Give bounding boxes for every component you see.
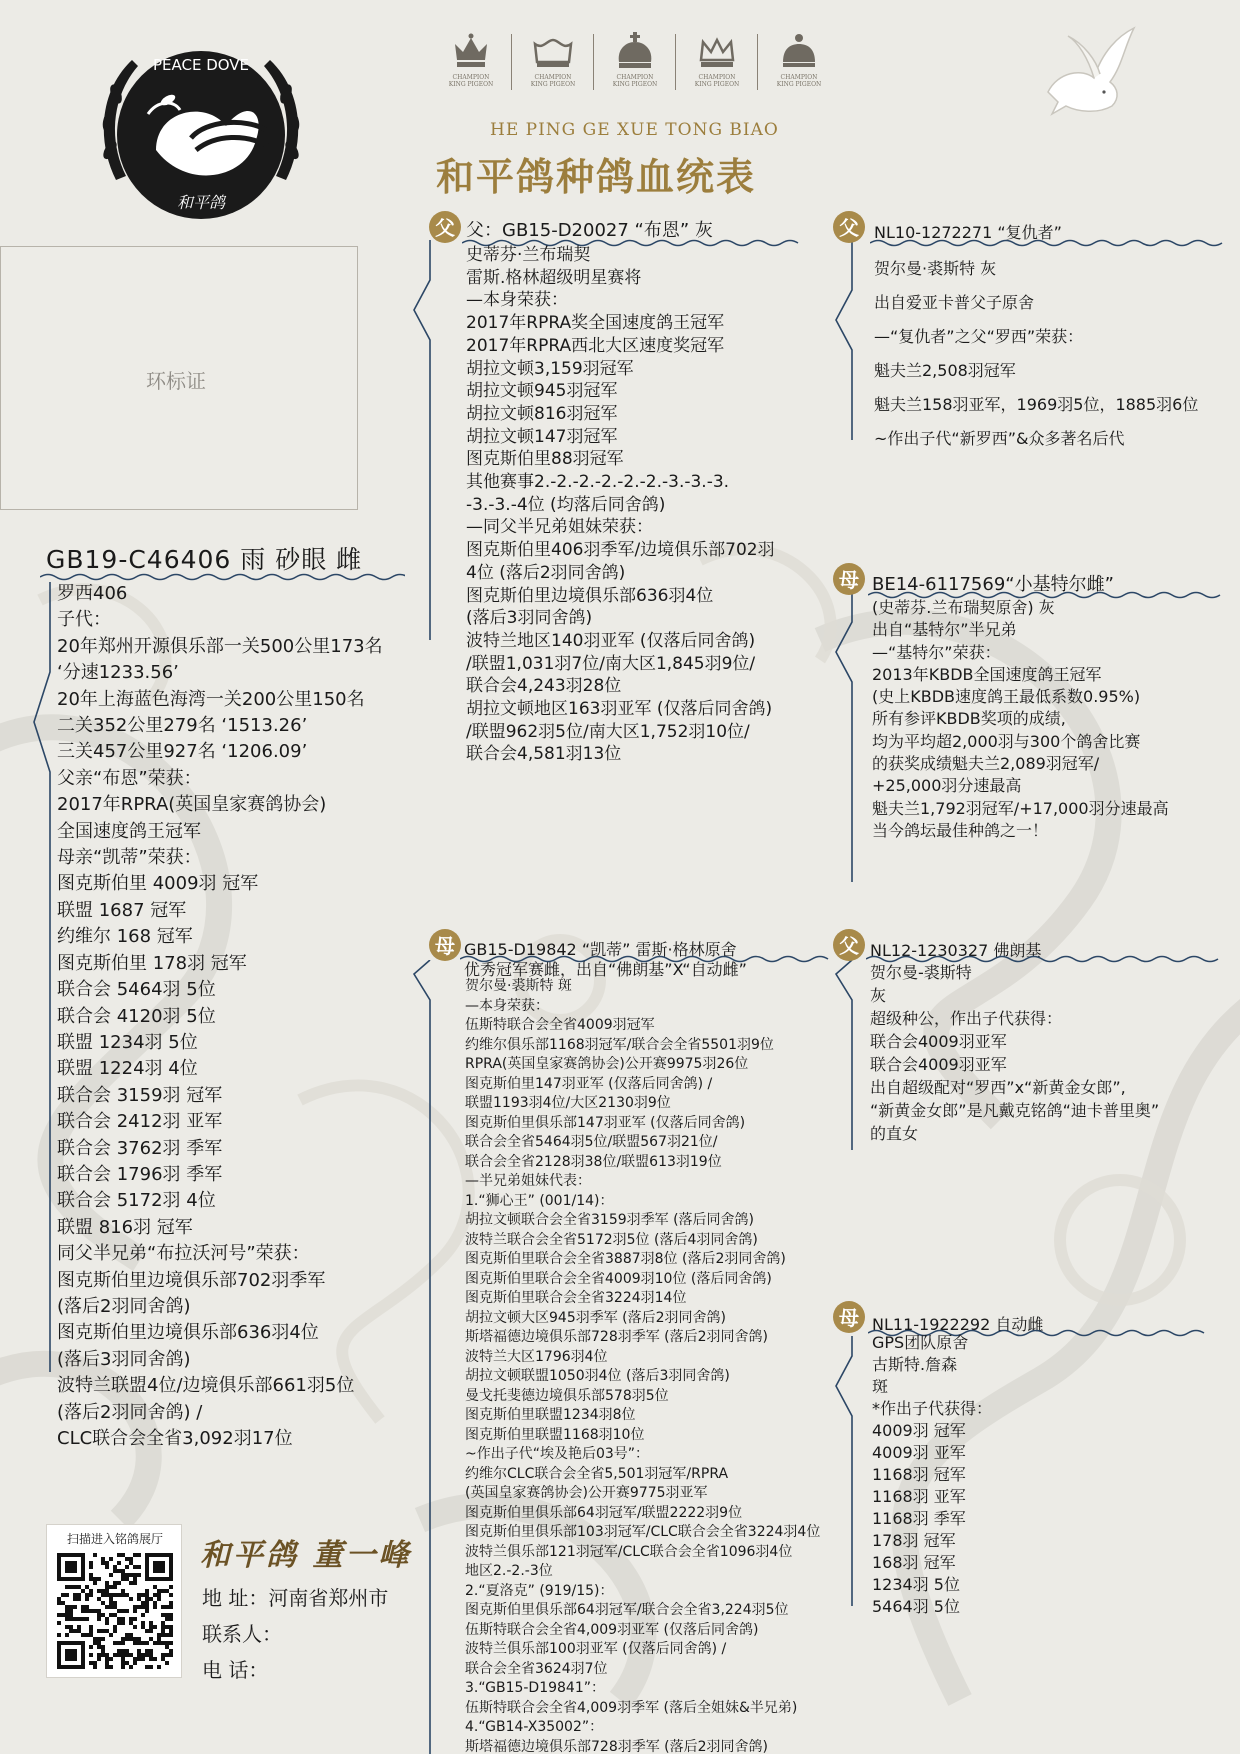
detail-line: 父亲“布恩”荣获： [57, 767, 202, 789]
detail-line: 斑 [872, 1377, 889, 1396]
detail-line: 约维尔俱乐部1168羽冠军/联合会全省5501羽9位 [465, 1036, 774, 1053]
detail-line: 约维尔 168 冠军 [57, 926, 193, 948]
detail-line: ~作出子代“埃及艳后03号”： [465, 1446, 650, 1462]
title-pinyin: HE PING GE XUE TONG BIAO [490, 120, 779, 140]
champion-crowns [430, 28, 840, 98]
detail-line: (落后3羽同舍鸽) [466, 608, 593, 629]
detail-line: 其他赛事2.-2.-2.-2.-2.-2.-3.-3.-3. [466, 472, 730, 493]
dam-dam-title: NL11-1922292 自动雌 [872, 1315, 1044, 1334]
detail-line: 1168羽 季军 [872, 1509, 966, 1528]
detail-line: 的直女 [870, 1124, 919, 1143]
detail-line: 图克斯伯里联合会全省3224羽14位 [465, 1290, 687, 1306]
qr-caption: 扫描进入铭鸽展厅 [66, 1532, 163, 1546]
detail-line: 联合会4009羽亚军 [870, 1055, 1007, 1074]
detail-line: 胡拉文顿联合会全省3159羽季军 (落后同舍鸽) [465, 1212, 755, 1228]
mother-badge: 母 [428, 928, 462, 962]
detail-line: 子代： [57, 609, 111, 631]
detail-line: —“基特尔”荣获： [872, 642, 1001, 662]
logo-top-text: PEACE DOVE [152, 56, 250, 74]
detail-line: 灰 [870, 986, 887, 1005]
detail-line: 图克斯伯里边境俱乐部702羽季军 [57, 1269, 326, 1291]
sire-dam-title: BE14-6117569“小基特尔雌” [872, 574, 1114, 595]
detail-line: 当今鸽坛最佳种鸽之一！ [872, 820, 1049, 840]
detail-line: RPRA(英国皇家赛鸽协会)公开赛9975羽26位 [465, 1056, 749, 1072]
detail-line: —同父半兄弟姐妹荣获： [466, 517, 653, 538]
detail-line: 胡拉文顿3,159羽冠军 [466, 358, 634, 379]
father-badge: 父 [428, 210, 462, 244]
detail-line: 联合会 3762羽 季军 [57, 1137, 223, 1159]
detail-line: 图克斯伯里俱乐部103羽冠军/CLC联合会全省3224羽4位 [465, 1524, 821, 1540]
detail-line: 波特兰联盟4位/边境俱乐部661羽5位 [57, 1375, 355, 1397]
detail-line: 2013年KBDB全国速度鸽王冠军 [872, 664, 1102, 684]
detail-line: —半兄弟姐妹代表： [465, 1173, 591, 1189]
crown-icon [449, 30, 493, 74]
dam-title: GB15-D19842 “凯蒂” 雷斯·格林原舍 [464, 940, 737, 959]
crown-icon [695, 30, 739, 74]
detail-line: GPS团队原舍 [872, 1333, 969, 1352]
detail-line: *作出子代获得： [872, 1399, 993, 1418]
detail-line: 伍斯特联合会全省4,009羽季军 (落后全姐妹&半兄弟) [465, 1699, 798, 1716]
detail-line: 斯塔福德边境俱乐部728羽季军 (落后2羽同舍鸽) [465, 1738, 769, 1754]
crown-badge [512, 28, 594, 98]
detail-line: 魁夫兰2,508羽冠军 [874, 361, 1016, 380]
detail-line: 联盟 1687 冠军 [57, 899, 187, 921]
detail-line: 2.“夏洛克” (919/15)： [465, 1582, 614, 1599]
detail-line: 二关352公里279名 ‘1513.26’ [57, 715, 308, 737]
detail-line: 全国速度鸽王冠军 [57, 820, 201, 842]
detail-line: 联盟 1234羽 5位 [57, 1031, 198, 1053]
peace-dove-logo [96, 30, 306, 240]
contact-label: 联系人： [202, 1622, 282, 1646]
address-row [202, 1580, 388, 1616]
detail-line: 的获奖成绩魁夫兰2,089羽冠军/ [872, 754, 1100, 774]
wave-underline [460, 954, 832, 964]
detail-line: 贺尔曼·裘斯特 灰 [874, 259, 997, 278]
detail-line: 联合会 5172羽 4位 [57, 1190, 216, 1212]
detail-line: 三关457公里927名 ‘1206.09’ [57, 741, 308, 763]
qr-code[interactable] [57, 1553, 173, 1669]
detail-line: —本身荣获： [465, 997, 549, 1014]
address-label: 地 址： [202, 1586, 269, 1610]
dam-sire-title: NL12-1230327 佛朗基 [870, 941, 1042, 960]
detail-line: 同父半兄弟“布拉沃河号”荣获： [57, 1243, 310, 1265]
detail-line: (史上KBDB速度鸽王最低系数0.95%) [872, 687, 1141, 707]
detail-line: 魁夫兰158羽亚军，1969羽5位，1885羽6位 [874, 395, 1199, 414]
detail-line: 均为平均超2,000羽与300个鸽舍比赛 [872, 731, 1141, 751]
detail-line: ‘分速1233.56’ [57, 662, 179, 684]
detail-line: 图克斯伯里边境俱乐部636羽4位 [466, 585, 714, 606]
detail-line: 曼戈托斐德边境俱乐部578羽5位 [465, 1387, 669, 1404]
detail-line: 图克斯伯里联合会全省3887羽8位 (落后2羽同舍鸽) [465, 1251, 786, 1267]
crown-caption-sub: KING PIGEON [612, 81, 658, 88]
detail-line: (英国皇家赛鸽协会)公开赛9775羽亚军 [465, 1485, 708, 1501]
detail-line: 出自“基特尔”半兄弟 [872, 620, 1017, 640]
crown-icon [613, 30, 657, 74]
dam-details [465, 977, 820, 1754]
detail-line: 1168羽 亚军 [872, 1487, 966, 1506]
dove-illustration [1038, 22, 1138, 126]
detail-line: 联合会4,243羽28位 [466, 676, 622, 697]
detail-line: 2017年RPRA西北大区速度奖冠军 [466, 335, 725, 356]
detail-line: 图克斯伯里147羽亚军 (仅落后同舍鸽) / [465, 1075, 713, 1092]
gen-bracket-dam-dam [832, 1336, 854, 1606]
crown-caption-sub: KING PIGEON [776, 81, 822, 88]
detail-line: 20年郑州开源俱乐部一关500公里173名 [57, 635, 383, 657]
detail-line: 出自超级配对“罗西”x“新黄金女郎”, [870, 1078, 1126, 1097]
detail-line: (史蒂芬.兰布瑞契原舍) 灰 [872, 598, 1055, 617]
detail-line: 波特兰地区140羽亚军 (仅落后同舍鸽) [466, 630, 756, 651]
detail-line: 4009羽 亚军 [872, 1443, 966, 1462]
detail-line: 联合会4,581羽13位 [466, 744, 622, 765]
detail-line: 联盟 1224羽 4位 [57, 1058, 198, 1080]
crown-badge [594, 28, 676, 98]
detail-line: 波特兰大区1796羽4位 [465, 1348, 608, 1365]
crown-badge [758, 28, 840, 98]
detail-line: 4位 (落后2羽同舍鸽) [466, 562, 626, 583]
detail-line: 约维尔CLC联合会全省5,501羽冠军/RPRA [465, 1465, 729, 1482]
gen-bracket-dam-sire [832, 960, 854, 1150]
sire-dam-details [872, 597, 1169, 842]
crown-badge [430, 28, 512, 98]
subject-details [57, 581, 383, 1452]
detail-line: 联合会 3159羽 冠军 [57, 1084, 223, 1106]
crown-caption: CHAMPION [698, 74, 736, 81]
detail-line: 联合会 4120羽 5位 [57, 1005, 216, 1027]
crown-caption: CHAMPION [452, 74, 490, 81]
detail-line: 联合会 5464羽 5位 [57, 979, 216, 1001]
address-value: 河南省郑州市 [268, 1586, 389, 1610]
detail-line: -3.-3.-4位 (均落后同舍鸽) [466, 494, 666, 515]
detail-line: 168羽 冠军 [872, 1553, 956, 1572]
crown-caption: CHAMPION [780, 74, 818, 81]
sire-details [466, 244, 775, 766]
detail-line: 1.“狮心王” (001/14)： [465, 1192, 614, 1209]
detail-line: 胡拉文顿联盟1050羽4位 (落后3羽同舍鸽) [465, 1368, 730, 1384]
detail-line: 胡拉文顿816羽冠军 [466, 403, 618, 424]
detail-line: 图克斯伯里联盟1234羽8位 [465, 1407, 636, 1423]
detail-line: 178羽 冠军 [872, 1531, 956, 1550]
detail-line: 伍斯特联合会全省4009羽冠军 [465, 1017, 655, 1033]
detail-line: 1168羽 冠军 [872, 1465, 966, 1484]
detail-line: 图克斯伯里俱乐部64羽冠军/联合会全省3,224羽5位 [465, 1602, 789, 1618]
sire-title: 父：GB15-D20027 “布恩” 灰 [466, 220, 713, 241]
detail-line: 联合会全省3624羽7位 [465, 1660, 608, 1677]
dam-subtitle: 优秀冠军赛雌，出自“佛朗基”X“自动雌” [464, 960, 747, 979]
sire-sire-title: NL10-1272271 “复仇者” [874, 223, 1062, 242]
detail-line: 图克斯伯里边境俱乐部636羽4位 [57, 1322, 319, 1344]
dam-sire-details [870, 961, 1159, 1145]
phone-label: 电 话： [202, 1658, 269, 1682]
subject-bracket [30, 582, 54, 1372]
detail-line: 胡拉文顿945羽冠军 [466, 381, 618, 402]
detail-line: 波特兰联合会全省5172羽5位 (落后4羽同舍鸽) [465, 1231, 758, 1248]
gen-bracket-sire [410, 240, 432, 840]
detail-line: (落后2羽同舍鸽) [57, 1295, 191, 1317]
detail-line: 图克斯伯里联盟1168羽10位 [465, 1426, 645, 1443]
detail-line: —本身荣获： [466, 290, 568, 311]
detail-line: 4009羽 冠军 [872, 1421, 966, 1440]
detail-line: 联合会 1796羽 季军 [57, 1163, 223, 1185]
detail-line: 联合会 2412羽 亚军 [57, 1111, 223, 1133]
detail-line: 图克斯伯里406羽季军/边境俱乐部702羽 [466, 540, 775, 561]
mother-badge: 母 [832, 1300, 866, 1334]
gen-bracket-dam [410, 960, 432, 1754]
detail-line: 贺尔曼-裘斯特 [870, 963, 972, 982]
detail-line: 伍斯特联合会全省4,009羽亚军 (仅落后同舍鸽) [465, 1621, 759, 1638]
detail-line: 古斯特.詹森 [872, 1355, 958, 1374]
mother-badge: 母 [832, 562, 866, 596]
detail-line: 波特兰俱乐部121羽冠军/CLC联合会全省1096羽4位 [465, 1543, 793, 1560]
detail-line: 2017年RPRA(英国皇家赛鸽协会) [57, 794, 327, 816]
detail-line: 胡拉文顿147羽冠军 [466, 426, 618, 447]
detail-line: 联盟1193羽4位/大区2130羽9位 [465, 1095, 671, 1111]
detail-line: 3.“GB15-D19841”： [465, 1680, 605, 1696]
detail-line: 史蒂芬·兰布瑞契 [466, 245, 591, 265]
detail-line: 雷斯.格林超级明星赛将 [466, 267, 642, 288]
detail-line: —“复仇者”之父“罗西”荣获： [874, 327, 1084, 346]
detail-line: /联盟1,031羽7位/南大区1,845羽9位/ [466, 653, 756, 674]
father-badge: 父 [832, 928, 866, 962]
detail-line: (落后2羽同舍鸽) / [57, 1401, 203, 1423]
detail-line: 20年上海蓝色海湾一关200公里150名 [57, 688, 365, 710]
detail-line: 图克斯伯里 4009羽 冠军 [57, 873, 259, 895]
crown-caption: CHAMPION [534, 74, 572, 81]
detail-line: 胡拉文顿地区163羽亚军 (仅落后同舍鸽) [466, 699, 773, 720]
detail-line: 贺尔曼·裘斯特 斑 [465, 978, 572, 994]
crown-caption: CHAMPION [616, 74, 654, 81]
detail-line: 图克斯伯里88羽冠军 [466, 449, 624, 470]
detail-line: 图克斯伯里联合会全省4009羽10位 (落后同舍鸽) [465, 1270, 772, 1287]
detail-line: 联合会全省2128羽38位/联盟613羽19位 [465, 1153, 722, 1170]
crown-badge [676, 28, 758, 98]
detail-line: 出自爱亚卡普父子原舍 [874, 293, 1035, 312]
detail-line: 5464羽 5位 [872, 1597, 960, 1616]
crown-caption-sub: KING PIGEON [530, 81, 576, 88]
detail-line: 波特兰俱乐部100羽亚军 (仅落后同舍鸽) / [465, 1641, 727, 1657]
detail-line: /联盟962羽5位/南大区1,752羽10位/ [466, 721, 750, 742]
gen-bracket-sire-dam [832, 592, 854, 882]
crown-icon [777, 30, 821, 74]
qr-code-card[interactable] [46, 1524, 182, 1678]
detail-line: 联盟 816羽 冠军 [57, 1216, 193, 1238]
crown-caption-sub: KING PIGEON [448, 81, 494, 88]
detail-line: +25,000羽分速最高 [872, 776, 1022, 796]
crown-caption-sub: KING PIGEON [694, 81, 740, 88]
detail-line: 2017年RPRA奖全国速度鸽王冠军 [466, 313, 725, 334]
detail-line: 联合会4009羽亚军 [870, 1032, 1007, 1051]
sire-sire-details [874, 252, 1198, 456]
detail-line: 斯塔福德边境俱乐部728羽季军 (落后2羽同舍鸽) [465, 1329, 769, 1345]
detail-line: (落后3羽同舍鸽) [57, 1348, 191, 1370]
detail-line: 图克斯伯里俱乐部147羽亚军 (仅落后同舍鸽) [465, 1114, 746, 1131]
crown-icon [531, 30, 575, 74]
detail-line: 魁夫兰1,792羽冠军/+17,000羽分速最高 [872, 798, 1169, 818]
detail-line: 图克斯伯里 178羽 冠军 [57, 952, 247, 974]
detail-line: 4.“GB14-X35002”： [465, 1719, 604, 1735]
detail-line: 地区2.-2.-3位 [465, 1563, 553, 1579]
detail-line: 胡拉文顿大区945羽季军 (落后2羽同舍鸽) [465, 1309, 727, 1326]
logo-bottom-text: 和平鸽 [176, 193, 226, 212]
detail-line: 超级种公，作出子代获得： [870, 1009, 1063, 1028]
signature: 和平鸽 董一峰 [200, 1538, 412, 1573]
ring-certificate-box [0, 246, 358, 510]
detail-line: 所有参评KBDB奖项的成绩, [872, 709, 1066, 729]
detail-line: 图克斯伯里俱乐部64羽冠军/联盟2222羽9位 [465, 1504, 743, 1521]
gen-bracket-sire-sire [832, 240, 854, 440]
page-title: 和平鸽种鸽血统表 [436, 154, 757, 199]
detail-line: 母亲“凯蒂”荣获： [57, 847, 202, 869]
contact-row [202, 1616, 388, 1652]
subject-ring-number: GB19-C46406 雨 砂眼 雌 [46, 545, 363, 574]
detail-line: CLC联合会全省3,092羽17位 [57, 1428, 293, 1449]
wave-underline [870, 238, 1230, 248]
detail-line: 罗西406 [57, 583, 128, 604]
contact-info [202, 1580, 388, 1688]
detail-line: ~作出子代“新罗西”&众多著名后代 [874, 429, 1125, 448]
detail-line: 1234羽 5位 [872, 1575, 960, 1594]
ring-certificate-label: 环标证 [146, 369, 206, 393]
dam-dam-details [872, 1332, 992, 1618]
detail-line: “新黄金女郎”是凡戴克铭鸽“迪卡普里奥” [870, 1101, 1160, 1120]
father-badge: 父 [832, 210, 866, 244]
phone-row [202, 1652, 388, 1688]
detail-line: 联合会全省5464羽5位/联盟567羽21位/ [465, 1134, 718, 1150]
